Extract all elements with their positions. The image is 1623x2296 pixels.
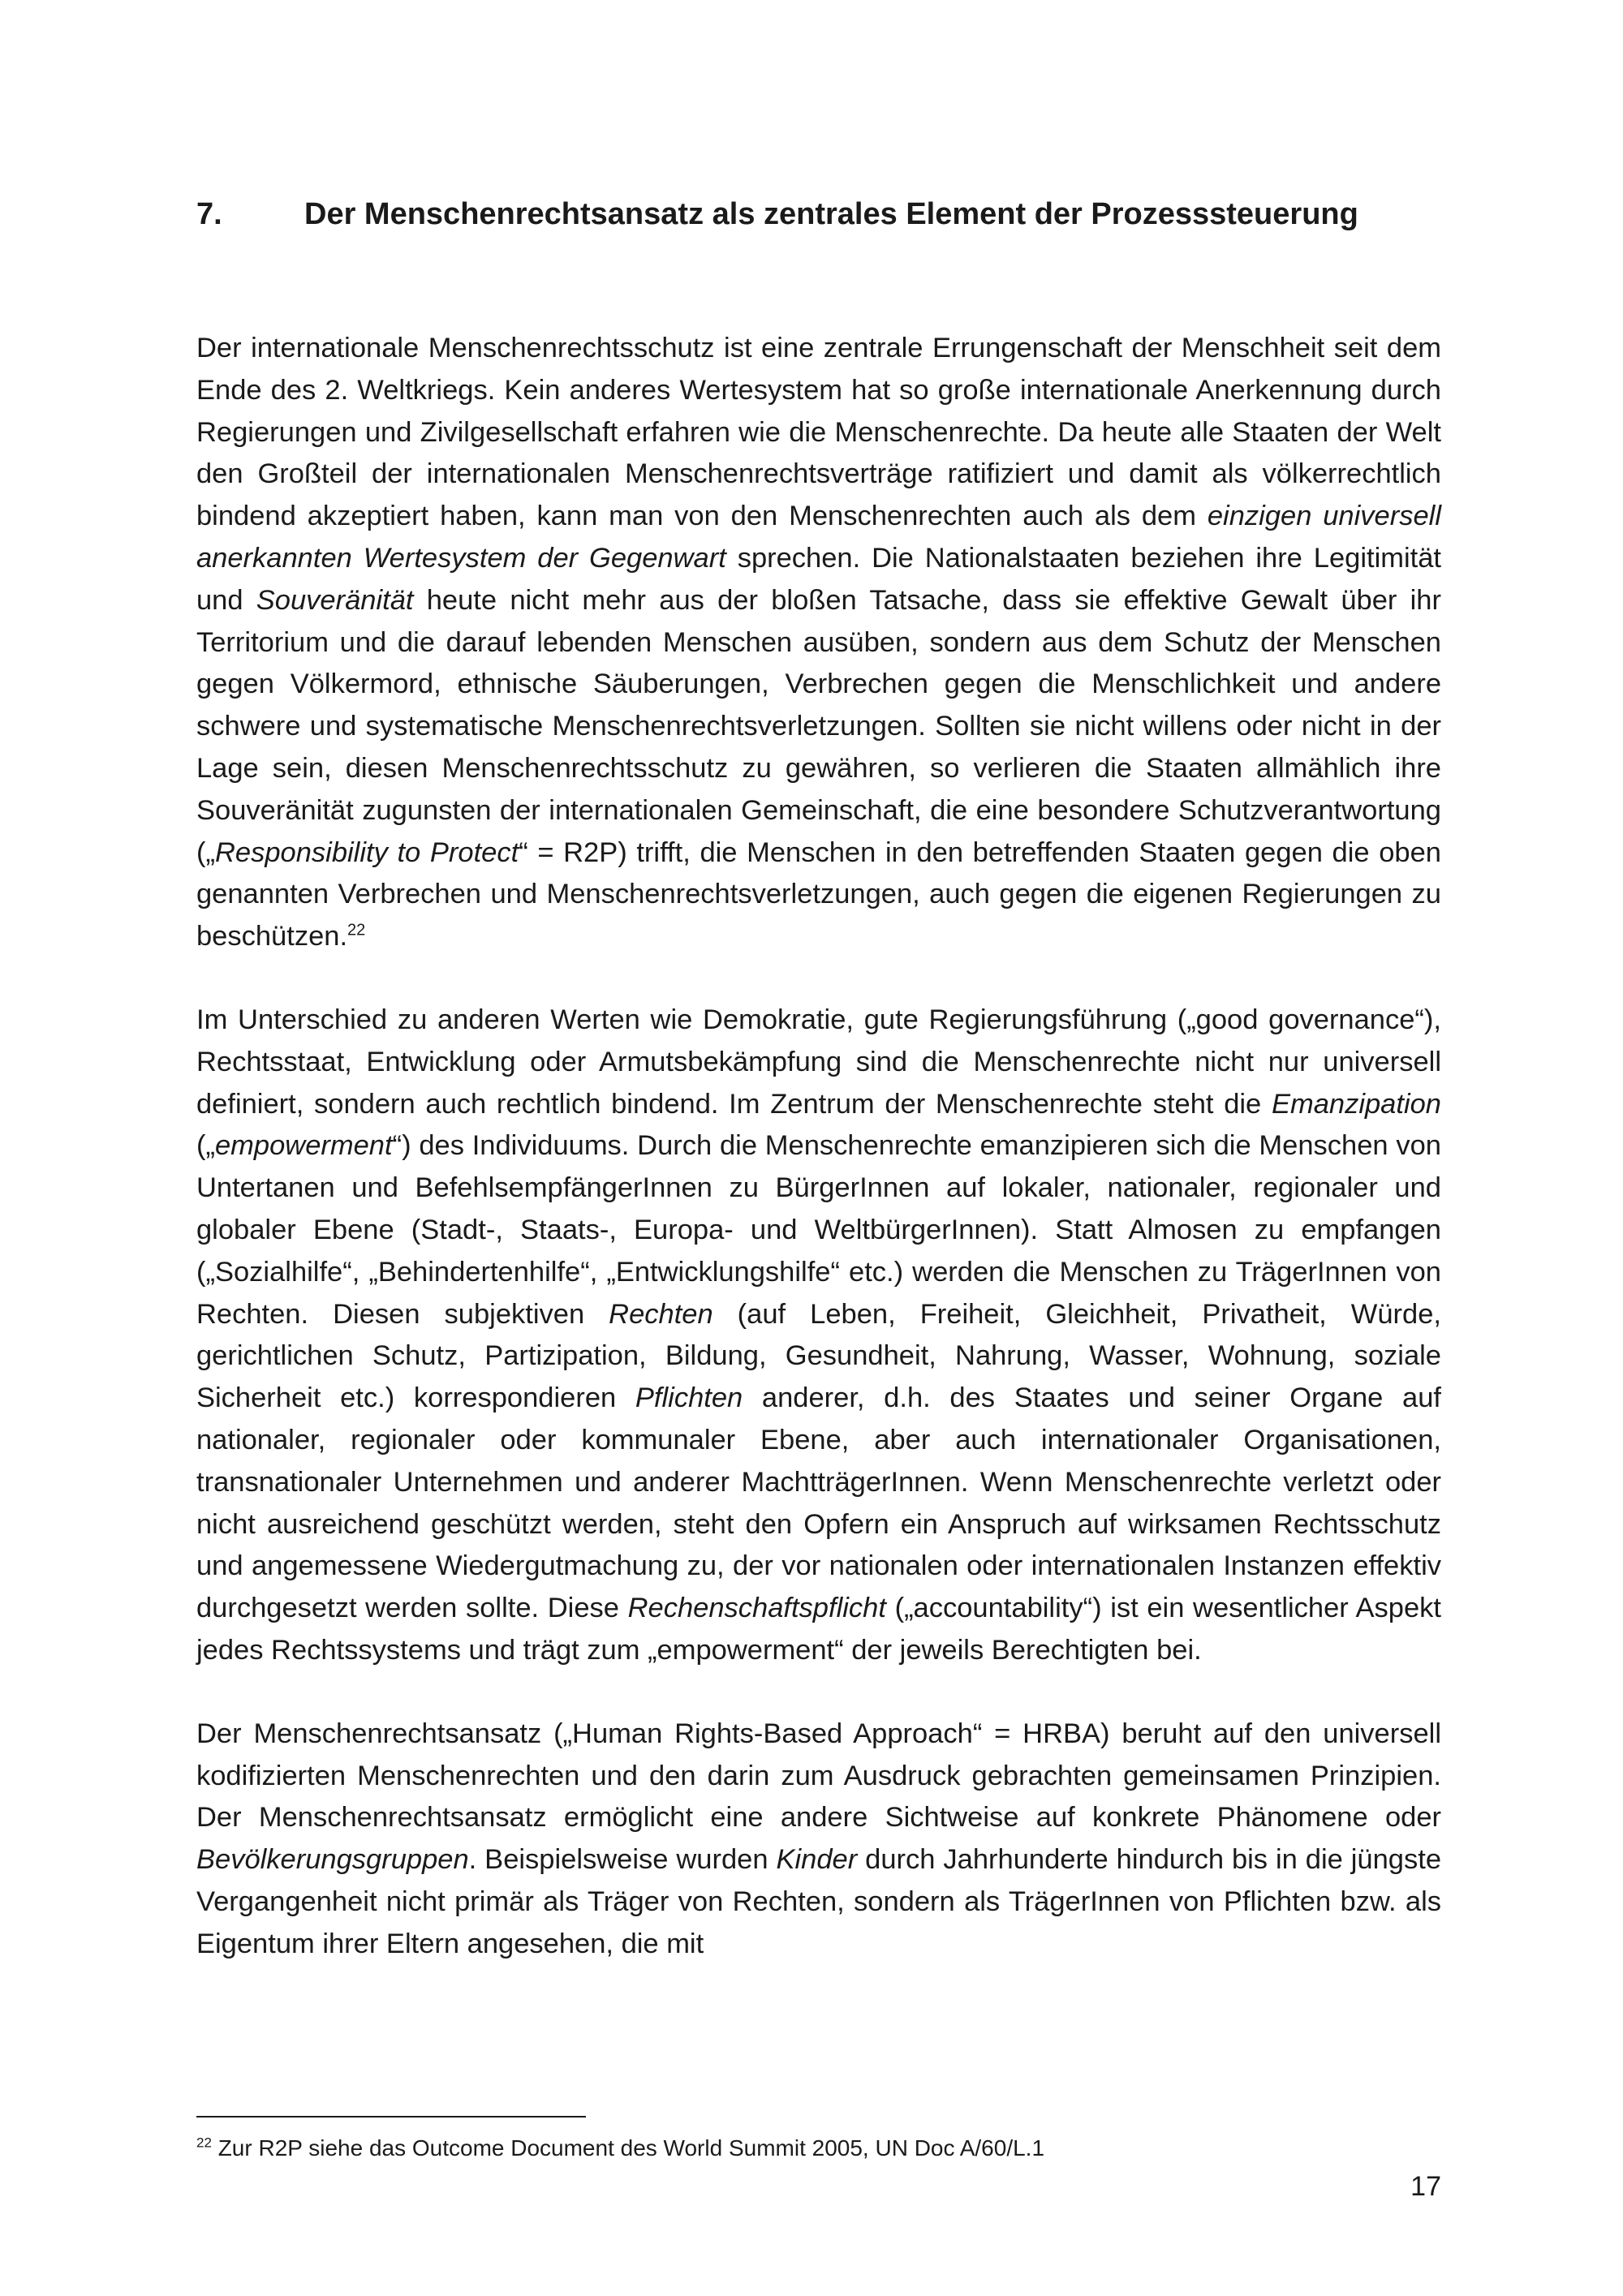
text-run: durch Jahrhunderte hindurch bis in die jüngste Vergangenheit nicht primär als Träger von Rechten, sondern als TrägerInnen von Pflichten bzw. als Eigentum ihrer Eltern angesehen, die mit [196, 1844, 1442, 1959]
text-run: anderer, d.h. des Staates und seiner Organe auf nationaler, regionaler oder kommunaler Ebene, aber auch internationaler Organisationen, transnationaler Unternehmen und anderer MachtträgerInnen. Wenn Menschenrechte verletzt oder nicht ausreichend geschützt werden, steht den Opfern ein Anspruch auf wirksamen Rechtsschutz und angemessene Wiedergutmachung zu, der vor nationalen oder internationalen Instanzen effektiv durchgesetzt werden sollte. Diese [196, 1382, 1442, 1624]
text-run: Im Unterschied zu anderen Werten wie Demokratie, gute Regierungsführung („good governance“), Rechtsstaat, Entwicklung oder Armutsbekämpfung sind die Menschenrechte nicht nur universell definiert, sondern auch rechtlich bindend. Im Zentrum der Menschenrechte steht die [196, 1004, 1441, 1120]
section-heading [196, 188, 1446, 240]
emphasis: Souveränität [256, 584, 414, 616]
emphasis: Rechten [609, 1298, 713, 1330]
emphasis: empowerment [214, 1130, 393, 1162]
emphasis: Emanzipation [1271, 1088, 1441, 1120]
text-run: “ = R2P) trifft, die Menschen in den betreffenden Staaten gegen die oben genannten Verbrechen und Menschenrechtsverletzungen, auch gegen die eigenen Regierungen zu beschützen. [196, 836, 1441, 952]
paragraph [196, 1000, 1441, 1672]
footnote [196, 2134, 1414, 2163]
text-run: Der internationale Menschenrechtsschutz ist eine zentrale Errungenschaft der Menschheit seit dem Ende des 2. Weltkriegs. Kein anderes Wertesystem hat so große internationale Anerkennung durch Regierungen und Zivilgesellschaft erfahren wie die Menschenrechte. Da heute alle Staaten der Welt den Großteil der internationalen Menschenrechtsverträge ratifiziert und damit als völkerrechtlich bindend akzeptiert haben, kann man von den Menschenrechten auch als dem [196, 333, 1441, 532]
paragraph [196, 1713, 1441, 1966]
paragraph [196, 328, 1441, 958]
body-text [196, 328, 1441, 1965]
text-run: heute nicht mehr aus der bloßen Tatsache, dass sie effektive Gewalt über ihr Territorium und die darauf lebenden Menschen ausüben, sondern aus dem Schutz der Menschen gegen Völkermord, ethnische Säuberungen, Verbrechen gegen die Menschlichkeit und andere schwere und systematische Menschenrechtsverletzungen. Sollten sie nicht willens oder nicht in der Lage sein, diesen Menschenrechtsschutz zu gewähren, so verlieren die Staaten allmählich ihre Souveränität zugunsten der internationalen Gemeinschaft, die eine besondere Schutzverantwortung („ [196, 584, 1441, 868]
footnote-number: 22 [196, 2135, 212, 2151]
text-run: („accountability“) ist ein wesentlicher Aspekt jedes Rechtssystems und trägt zum „empowerment“ der jeweils Berechtigten bei. [196, 1593, 1442, 1666]
emphasis: Bevölkerungsgruppen [196, 1844, 469, 1876]
footnote-reference[interactable]: 22 [347, 921, 366, 939]
page-number: 17 [1410, 2171, 1441, 2202]
footnote-divider [196, 2116, 586, 2118]
emphasis: Rechenschaftspflicht [627, 1593, 886, 1624]
emphasis: Kinder [776, 1844, 858, 1876]
text-run: (auf Leben, Freiheit, Gleichheit, Privatheit, Würde, gerichtlichen Schutz, Partizipation, Bildung, Gesundheit, Nahrung, Wasser, Wohnung, soziale Sicherheit etc.) korrespondieren [196, 1298, 1441, 1414]
section-number: 7. [196, 197, 222, 231]
text-run: . Beispielsweise wurden [468, 1844, 777, 1876]
text-run: Der Menschenrechtsansatz („Human Rights-Based Approach“ = HRBA) beruht auf den universell kodifizierten Menschenrechten und den darin zum Ausdruck gebrachten gemeinsamen Prinzipien. Der Menschenrechtsansatz ermöglicht eine andere Sichtweise auf konkrete Phänomene oder [196, 1718, 1441, 1834]
text-run: “) des Individuums. Durch die Menschenrechte emanzipieren sich die Menschen von Untertanen und BefehlsempfängerInnen zu BürgerInnen auf lokaler, nationaler, regionaler und globaler Ebene (Stadt-, Staats-, Europa- und WeltbürgerInnen). Statt Almosen zu empfangen („Sozialhilfe“, „Behindertenhilfe“, „Entwicklungshilfe“ etc.) werden die Menschen zu TrägerInnen von Rechten. Diesen subjektiven [196, 1130, 1441, 1330]
text-run: sprechen. Die Nationalstaaten beziehen ihre Legitimität und [196, 542, 1442, 616]
section-title: Der Menschenrechtsansatz als zentrales Element der Prozesssteuerung [304, 197, 1358, 231]
text-run: („ [196, 1130, 215, 1162]
emphasis: einzigen universell anerkannten Wertesystem der Gegenwart [196, 501, 1441, 574]
emphasis: Responsibility to Protect [214, 836, 519, 868]
emphasis: Pflichten [635, 1382, 743, 1414]
footnote-text: Zur R2P siehe das Outcome Document des World Summit 2005, UN Doc A/60/L.1 [211, 2135, 1045, 2161]
